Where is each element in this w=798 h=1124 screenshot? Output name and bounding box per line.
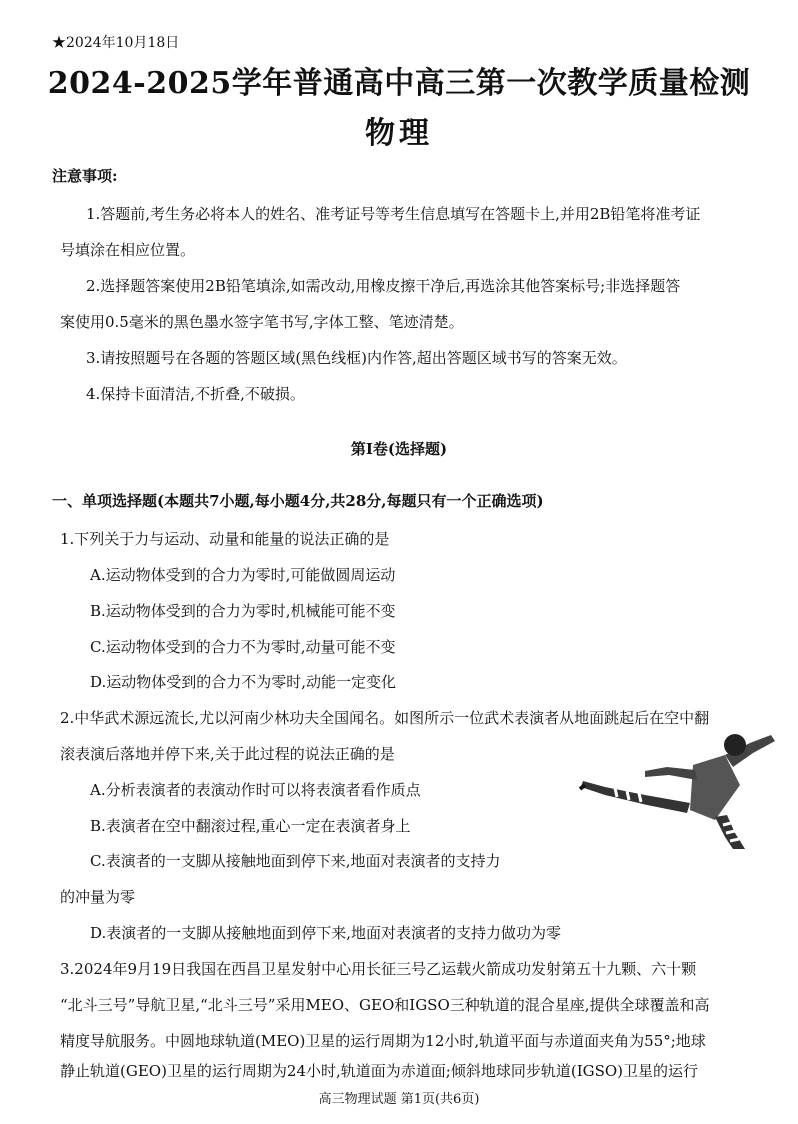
q2-option-b: B.表演者在空中翻滚过程,重心一定在表演者身上 (90, 817, 411, 835)
martial-artist-figure (575, 725, 785, 850)
exam-subject: 物理 (365, 116, 433, 151)
notice-line: 4.保持卡面清洁,不折叠,不破损。 (86, 385, 305, 403)
q2-option-c: C.表演者的一支脚从接触地面到停下来,地面对表演者的支持力 (90, 852, 501, 870)
notice-heading: 注意事项: (52, 167, 118, 185)
q2-option-a: A.分析表演者的表演动作时可以将表演者看作质点 (90, 781, 421, 799)
q2-stem-line: 滚表演后落地并停下来,关于此过程的说法正确的是 (60, 745, 395, 763)
q3-line: 3.2024年9月19日我国在西昌卫星发射中心用长征三号乙运载火箭成功发射第五十九颗、六十颗 (60, 960, 697, 978)
q3-line: “北斗三号”导航卫星,“北斗三号”采用MEO、GEO和IGSO三种轨道的混合星座,提供全球覆盖和高 (60, 996, 710, 1014)
q1-stem: 1.下列关于力与运动、动量和能量的说法正确的是 (60, 530, 390, 548)
exam-title: 2024-2025学年普通高中高三第一次教学质量检测 (47, 66, 751, 101)
part1-heading: 一、单项选择题(本题共7小题,每小题4分,共28分,每题只有一个正确选项) (52, 492, 544, 510)
q2-option-c-cont: 的冲量为零 (60, 888, 136, 906)
notice-line: 号填涂在相应位置。 (60, 241, 196, 259)
notice-line: 2.选择题答案使用2B铅笔填涂,如需改动,用橡皮擦干净后,再选涂其他答案标号;非选择题答 (86, 277, 681, 295)
q1-option-b: B.运动物体受到的合力为零时,机械能可能不变 (90, 602, 396, 620)
q1-option-a: A.运动物体受到的合力为零时,可能做圆周运动 (90, 566, 396, 584)
notice-line: 1.答题前,考生务必将本人的姓名、准考证号等考生信息填写在答题卡上,并用2B铅笔将准考证 (86, 205, 701, 223)
q3-line: 精度导航服务。中圆地球轨道(MEO)卫星的运行周期为12小时,轨道平面与赤道面夹角为55°;地球 (60, 1032, 706, 1050)
notice-line: 3.请按照题号在各题的答题区域(黑色线框)内作答,超出答题区域书写的答案无效。 (86, 349, 627, 367)
page-footer: 高三物理试题 第1页(共6页) (318, 1092, 480, 1107)
q2-stem-line: 2.中华武术源远流长,尤以河南少林功夫全国闻名。如图所示一位武术表演者从地面跳起后在空中翻 (60, 709, 710, 727)
section-title: 第Ⅰ卷(选择题) (350, 440, 448, 458)
q1-option-c: C.运动物体受到的合力不为零时,动量可能不变 (90, 638, 396, 656)
q1-option-d: D.运动物体受到的合力不为零时,动能一定变化 (90, 673, 397, 691)
q2-option-d: D.表演者的一支脚从接触地面到停下来,地面对表演者的支持力做功为零 (90, 924, 562, 942)
notice-line: 案使用0.5毫米的黑色墨水签字笔书写,字体工整、笔迹清楚。 (60, 313, 464, 331)
q3-line: 静止轨道(GEO)卫星的运行周期为24小时,轨道面为赤道面;倾斜地球同步轨道(IGSO)卫星的运行 (60, 1062, 699, 1080)
exam-date: ★2024年10月18日 (52, 35, 180, 51)
